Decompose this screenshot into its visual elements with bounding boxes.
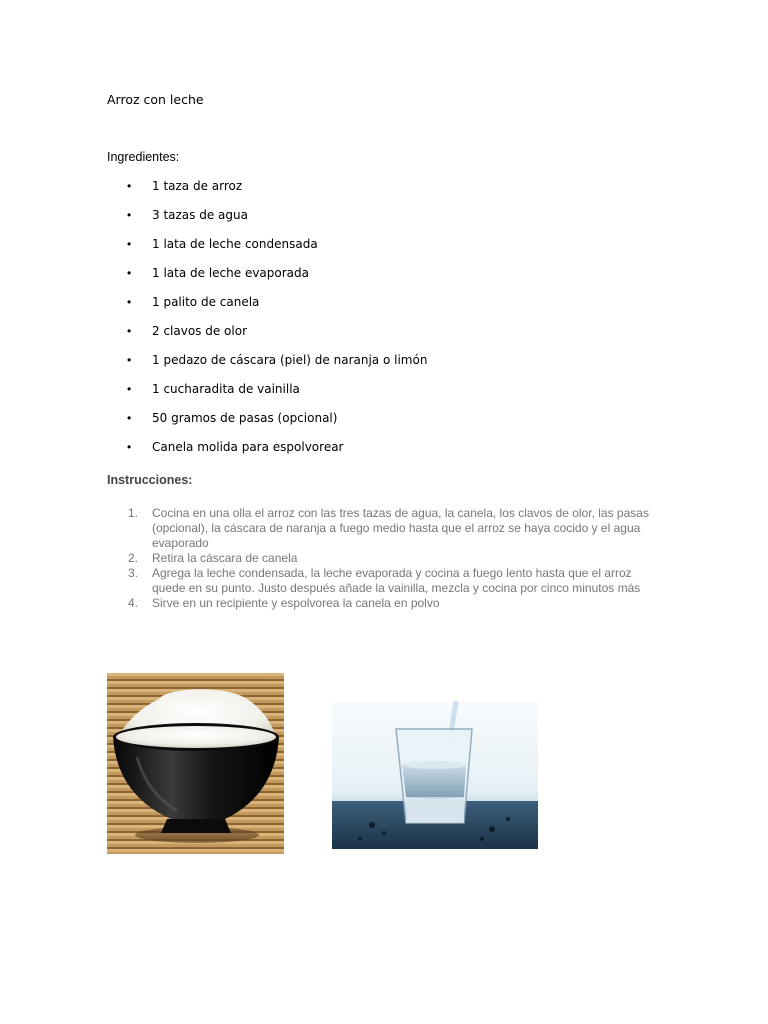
- rice-bowl-photo: [107, 673, 284, 854]
- step-text: Retira la cáscara de canela: [152, 551, 298, 565]
- ingredient-text: 3 tazas de agua: [152, 208, 248, 222]
- water-glass-illustration: [332, 701, 538, 849]
- ingredient-text: 1 taza de arroz: [152, 179, 243, 193]
- bullet-icon: •: [127, 179, 132, 193]
- ingredient-text: Canela molida para espolvorear: [152, 440, 344, 454]
- ingredient-text: 1 palito de canela: [152, 295, 260, 309]
- bullet-icon: •: [127, 237, 132, 251]
- ingredient-text: 1 pedazo de cáscara (piel) de naranja o limón: [152, 353, 428, 367]
- ingredient-text: 1 cucharadita de vainilla: [152, 382, 300, 396]
- bullet-icon: •: [127, 411, 132, 425]
- step-number: 4.: [128, 596, 139, 610]
- bullet-icon: •: [127, 382, 132, 396]
- ingredient-text: 1 lata de leche condensada: [152, 237, 318, 251]
- bullet-icon: •: [127, 324, 132, 338]
- rice-bowl-illustration: [107, 673, 284, 854]
- instruction-step: [107, 566, 667, 596]
- recipe-title: Arroz con leche: [107, 92, 204, 107]
- ingredient-text: 50 gramos de pasas (opcional): [152, 411, 338, 425]
- step-text: Sirve en un recipiente y espolvorea la canela en polvo: [152, 596, 440, 610]
- water-glass-photo: [332, 701, 538, 849]
- step-number: 1.: [128, 506, 139, 520]
- ingredients-heading: Ingredientes:: [107, 150, 180, 164]
- bullet-icon: •: [127, 440, 132, 454]
- ingredient-text: 1 lata de leche evaporada: [152, 266, 309, 280]
- bullet-icon: •: [127, 266, 132, 280]
- step-number: 2.: [128, 551, 139, 565]
- step-text: Cocina en una olla el arroz con las tres tazas de agua, la canela, los clavos de olor, las pasas (opcional), la cáscara de naranja a fuego medio hasta que el arroz se haya cocido y el agua evaporado: [152, 506, 649, 550]
- instruction-step: [107, 506, 667, 551]
- instruction-step: [107, 551, 667, 566]
- instruction-step: [107, 596, 667, 611]
- bullet-icon: •: [127, 208, 132, 222]
- step-text: Agrega la leche condensada, la leche evaporada y cocina a fuego lento hasta que el arroz quede en su punto. Justo después añade la vainilla, mezcla y cocina por cinco minutos más: [152, 566, 641, 595]
- bullet-icon: •: [127, 353, 132, 367]
- instructions-list: [107, 506, 667, 611]
- step-number: 3.: [128, 566, 139, 580]
- instructions-heading: Instrucciones:: [107, 473, 193, 487]
- bullet-icon: •: [127, 295, 132, 309]
- ingredient-text: 2 clavos de olor: [152, 324, 248, 338]
